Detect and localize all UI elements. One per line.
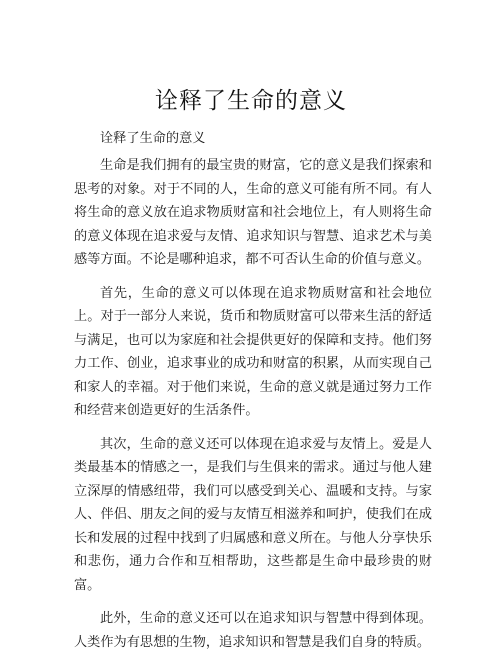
paragraph-4: 此外，生命的意义还可以在追求知识与智慧中得到体现。人类作为有思想的生物，追求知识和智慧是我们自身的特质。 [74,611,432,650]
paragraph-2: 首先，生命的意义可以体现在追求物质财富和社会地位上。对于一部分人来说，货币和物质财富可以带来生活的舒适与满足，也可以为家庭和社会提供更好的保障和支持。他们努力工作、创业，追求事业的成功和财富的积累，从而实现自己和家人的幸福。对于他们来说，生命的意义就是通过努力工作和经营来创造更好的生活条件。 [74,285,432,418]
document-title: 诠释了生命的意义 [155,88,347,114]
document-body [74,128,432,664]
document-subtitle: 诠释了生命的意义 [100,131,206,146]
paragraph-3: 其次，生命的意义还可以体现在追求爱与友情上。爱是人类最基本的情感之一，是我们与生俱来的需求。通过与他人建立深厚的情感纽带，我们可以感受到关心、温暖和支持。与家人、伴侣、朋友之间的爱与友情互相滋养和呵护，使我们在成长和发展的过程中找到了归属感和意义所在。与他人分享快乐和悲伤，通力合作和互相帮助，这些都是生命中最珍贵的财富。 [74,436,432,593]
paragraph-1: 生命是我们拥有的最宝贵的财富，它的意义是我们探索和思考的对象。对于不同的人，生命的意义可能有所不同。有人将生命的意义放在追求物质财富和社会地位上，有人则将生命的意义体现在追求爱与友情、追求知识与智慧、追求艺术与美感等方面。不论是哪种追求，都不可否认生命的价值与意义。 [74,158,432,267]
